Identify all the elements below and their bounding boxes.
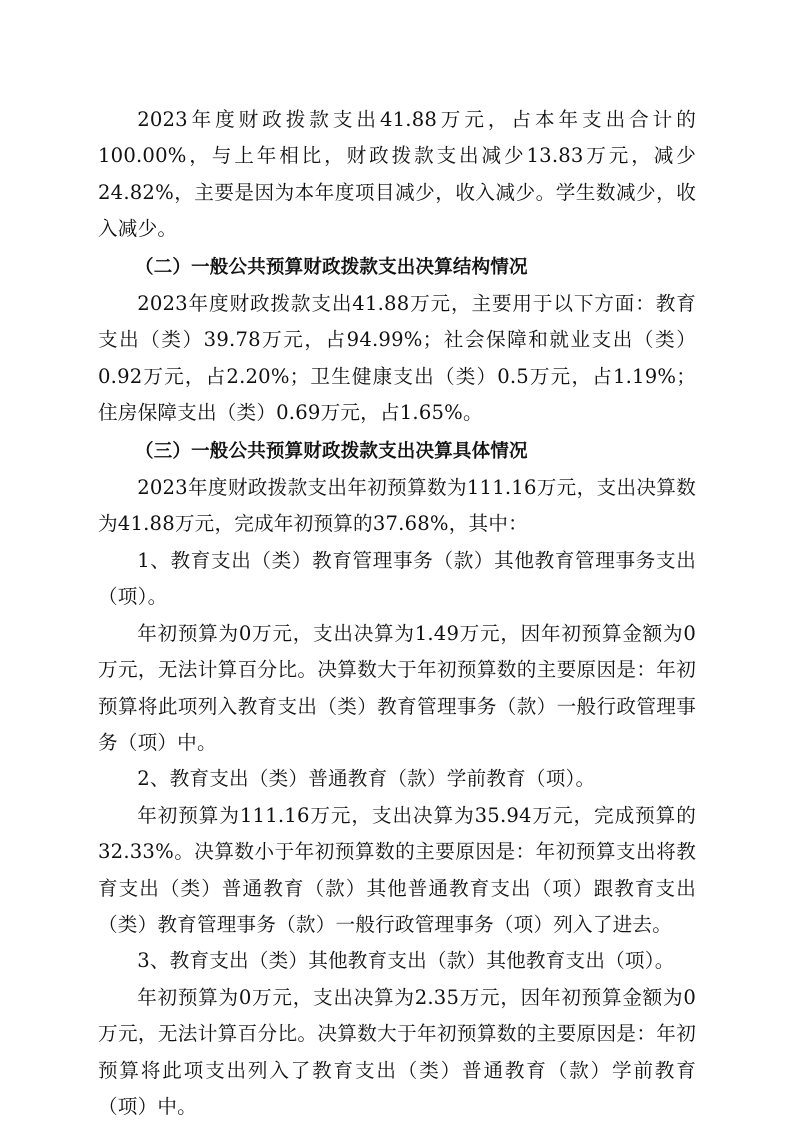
paragraph-item-3-detail: 年初预算为0万元，支出决算为2.35万元，因年初预算金额为0万元，无法计算百分比。决算数大于年初预算数的主要原因是：年初预算将此项支出列入了教育支出（类）普通教育（款）学前教育（项）中。 bbox=[98, 985, 696, 1118]
paragraph-budget-overview: 2023年度财政拨款支出年初预算数为111.16万元，支出决算数为41.88万元，完成年初预算的37.68%，其中： bbox=[98, 476, 696, 536]
paragraph-item-2-title: 2、教育支出（类）普通教育（款）学前教育（项）。 bbox=[137, 767, 596, 791]
paragraph-expenditure-summary: 2023年度财政拨款支出41.88万元，占本年支出合计的100.00%，与上年相比，财政拨款支出减少13.83万元，减少24.82%，主要是因为本年度项目减少，收入减少。学生数减少，收入减少。 bbox=[98, 108, 696, 241]
paragraph-item-2-detail: 年初预算为111.16万元，支出决算为35.94万元，完成预算的32.33%。决算数小于年初预算数的主要原因是：年初预算支出将教育支出（类）普通教育（款）其他普通教育支出（项）跟教育支出（类）教育管理事务（款）一般行政管理事务（项）列入了进去。 bbox=[98, 803, 696, 936]
section-heading-structure: （二）一般公共预算财政拨款支出决算结构情况 bbox=[135, 256, 528, 278]
paragraph-item-1-detail: 年初预算为0万元，支出决算为1.49万元，因年初预算金额为0万元，无法计算百分比。决算数大于年初预算数的主要原因是：年初预算将此项列入教育支出（类）教育管理事务（款）一般行政管理事务（项）中。 bbox=[98, 621, 696, 754]
paragraph-structure-details: 2023年度财政拨款支出41.88万元，主要用于以下方面：教育支出（类）39.78万元，占94.99%；社会保障和就业支出（类）0.92万元，占2.20%；卫生健康支出（类）0.5万元，占1.19%；住房保障支出（类）0.69万元，占1.65%。 bbox=[98, 292, 696, 425]
document-body bbox=[98, 102, 696, 1125]
paragraph-item-1-title: 1、教育支出（类）教育管理事务（款）其他教育管理事务支出（项）。 bbox=[98, 548, 696, 609]
section-heading-specifics: （三）一般公共预算财政拨款支出决算具体情况 bbox=[135, 440, 528, 462]
paragraph-item-3-title: 3、教育支出（类）其他教育支出（款）其他教育支出（项）。 bbox=[137, 949, 675, 973]
